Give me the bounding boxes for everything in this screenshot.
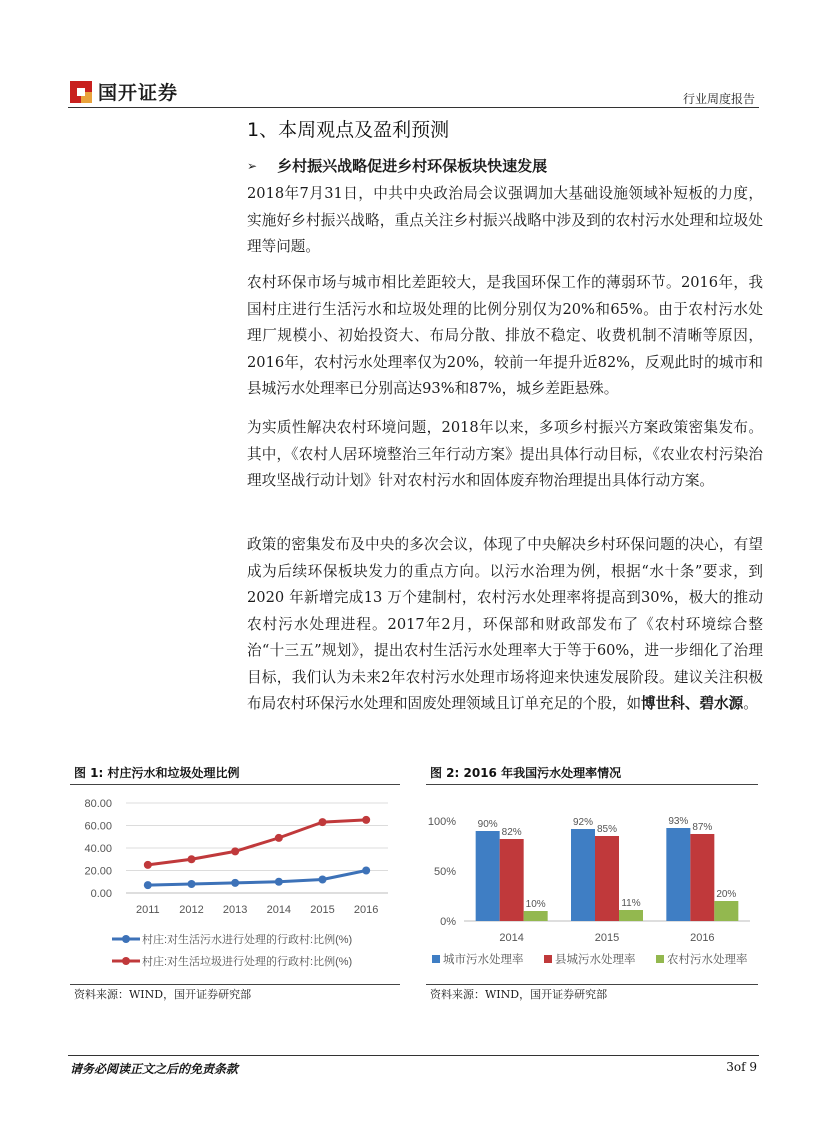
bar [571,829,595,921]
x-tick-label: 2014 [499,932,524,944]
section-title: 1、本周观点及盈利预测 [247,119,450,141]
legend-marker-1 [122,935,130,943]
x-tick-label: 2012 [179,904,204,916]
y-tick-label: 40.00 [84,843,112,855]
legend-label-1: 城市污水处理率 [443,954,524,966]
data-point [231,847,239,855]
data-point [188,880,196,888]
paragraph-1: 2018年7月31日，中共中央政治局会议强调加大基础设施领域补短板的力度，实施好乡村振兴战略，重点关注乡村振兴战略中涉及到的农村污水处理和垃圾处理等问题。 [247,185,763,255]
data-label: 87% [692,822,713,833]
bar [714,901,738,921]
figure-2-source: 资料来源：WIND，国开证券研究部 [430,988,608,1001]
series-line-2 [148,820,366,865]
figure-2-top-rule [426,784,758,785]
y-tick-label: 50% [433,866,456,878]
legend-swatch-2 [544,955,552,963]
y-tick-label: 60.00 [84,820,112,833]
bar [666,828,690,921]
bar [500,839,524,921]
legend-swatch-1 [432,955,440,963]
bar [476,831,500,921]
figure-1-top-rule [70,784,400,785]
page-number: 3of 9 [726,1060,757,1074]
data-point [275,834,283,842]
data-point [144,881,152,889]
stock-separator: 、 [684,695,700,712]
paragraph-4-text: 政策的密集发布及中央的多次会议，体现了中央解决乡村环保问题的决心，有望成为后续环保板块发力的重点方向。以污水治理为例，根据“水十条”要求，到2020 年新增完成13 万个建制村，农村污水处理率将提高到30%，极大的推动农村污水处理进程。2017年2月，环保部和财政部发布了《农村环境综合整治“十三五”规划》，提出农村生活污水处理率大于等于60%，进一步细化了治理目标，我们认为未来2年农村污水处理市场将迎来快速发展阶段。建议关注积极布局农村环保污水处理和固废处理领域且订单充足的个股，如 [247,536,763,712]
logo-mark-icon [70,81,92,103]
paragraph-3: 为实质性解决农村环境问题，2018年以来，多项乡村振兴方案政策密集发布。其中，《农村人居环境整治三年行动方案》提出具体行动目标，《农业农村污染治理攻坚战行动计划》针对农村污水和固体废弃物治理提出具体行动方案。 [247,419,763,489]
data-label: 20% [716,889,737,900]
data-point [319,818,327,826]
data-label: 82% [501,827,522,838]
data-point [231,879,239,887]
legend-label-3: 农村污水处理率 [667,954,748,966]
data-label: 10% [525,899,546,910]
data-label: 92% [572,817,594,828]
data-point [275,878,283,886]
paragraph-4-end: 。 [743,695,758,712]
figure-1-bottom-rule [70,984,400,985]
bar [595,836,619,921]
legend-label-1: 村庄:对生活污水进行处理的行政村:比例(%) [142,934,353,946]
y-tick-label: 0% [440,916,456,928]
data-point [362,867,370,875]
data-label: 11% [621,898,641,909]
figure-2-bottom-rule [426,984,758,985]
y-tick-label: 20.00 [84,865,112,878]
x-tick-label: 2015 [594,932,620,944]
legend-marker-2 [122,957,130,965]
legend-label-2: 县城污水处理率 [555,954,636,966]
section-subtitle [247,155,547,176]
data-point [188,855,196,863]
subtitle-text: 乡村振兴战略促进乡村环保板块快速发展 [277,157,548,175]
series-line-1 [148,871,366,886]
stock-name-1: 博世科 [641,695,685,712]
bar [524,911,548,921]
x-tick-label: 2016 [690,932,715,944]
paragraph-2: 农村环保市场与城市相比差距较大，是我国环保工作的薄弱环节。2016年，我国村庄进行生活污水和垃圾处理的比例分别仅为20%和65%。由于农村污水处理厂规模小、初始投资大、布局分散、排放不稳定、收费机制不清晰等原因，2016年，农村污水处理率仅为20%，较前一年提升近82%，反观此时的城市和县城污水处理率已分别高达93%和87%，城乡差距悬殊。 [247,274,763,397]
data-label: 93% [668,816,689,827]
stock-name-2: 碧水源 [699,695,744,712]
data-point [144,861,152,869]
y-tick-label: 100% [427,816,456,828]
figure-2-title: 图 2: 2016 年我国污水处理率情况 [430,766,622,780]
bar [690,834,714,921]
x-tick-label: 2014 [266,904,292,916]
x-tick-label: 2016 [353,904,379,916]
bar [619,910,643,921]
legend-label-2: 村庄:对生活垃圾进行处理的行政村:比例(%) [142,956,353,968]
paragraph-4 [247,532,763,718]
report-type: 行业周度报告 [682,92,755,106]
line-chart [70,786,400,984]
bullet-arrow-icon: ➢ [247,158,258,173]
logo-text: 国开证券 [98,82,179,104]
x-tick-label: 2011 [136,904,160,916]
bar-chart [426,786,758,984]
x-tick-label: 2013 [222,904,248,916]
data-point [319,876,327,884]
x-tick-label: 2015 [310,904,335,916]
figure-1-title: 图 1: 村庄污水和垃圾处理比例 [74,766,240,780]
data-label: 85% [596,824,618,835]
footer-divider [68,1055,759,1056]
data-label: 90% [477,819,498,830]
data-point [362,816,370,824]
legend-swatch-3 [656,955,664,963]
y-tick-label: 80.00 [84,798,112,810]
y-tick-label: 0.00 [90,888,112,900]
company-logo [70,78,178,105]
header-divider [68,107,759,108]
disclaimer-note: 请务必阅读正文之后的免责条款 [70,1062,239,1076]
figure-1-source: 资料来源：WIND，国开证券研究部 [74,988,252,1001]
